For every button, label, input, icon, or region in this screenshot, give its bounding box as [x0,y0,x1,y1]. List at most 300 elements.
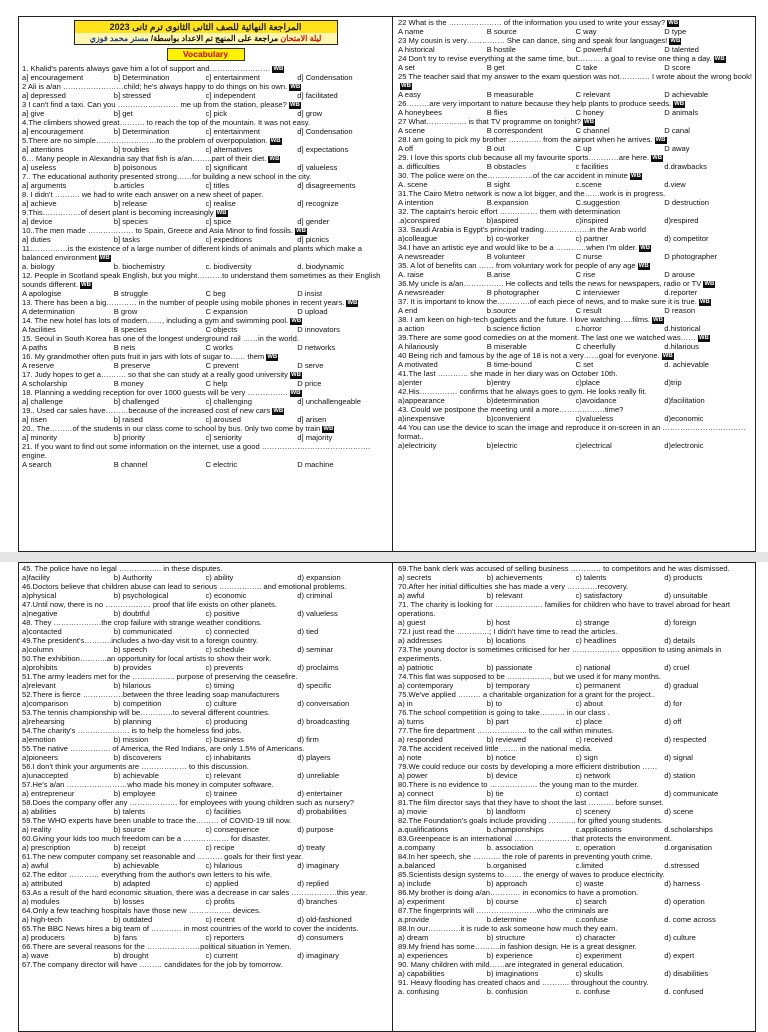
answer-option: c)electrical [575,441,612,450]
answer-option: b) structure [486,933,526,942]
answer-option: d) branches [297,897,338,906]
answer-option: c) search [575,897,607,906]
answer-option: c] challenging [205,397,252,406]
question-stem: 54.The charity's …………..……. is to help the homeless find jobs. [22,726,242,735]
question-stem: 66.There are several reasons for the …………………political situation in Yemen. [22,942,292,951]
answer-option: c] pick [205,109,228,118]
answer-option: b) part [486,717,509,726]
answer-option: c) character [575,933,616,942]
answer-option: b] tasks [113,235,140,244]
answer-options [398,126,753,135]
question-text [398,600,753,618]
answer-option: d) culture [664,933,696,942]
answer-option: d) foreign [664,618,697,627]
question-text [22,816,389,825]
answer-option: a.balanced [398,861,436,870]
answer-option: b] raised [113,415,143,424]
answer-option: c) business [205,735,244,744]
answer-option: d) details [664,636,696,645]
question-text [22,208,389,217]
answer-option: d) expert [664,951,695,960]
wb-badge: WB [584,119,595,125]
answer-options [22,289,389,298]
answer-option: c) profits [205,897,235,906]
question-text [22,226,389,235]
answer-option: b) course [486,897,519,906]
wb-badge: WB [270,138,281,144]
answer-options [22,645,389,654]
answer-options [22,735,389,744]
question-stem: 25 The teacher said that my answer to the exam question was not………… I wrote about the wrong book! [398,72,752,81]
question-text [22,271,389,289]
question-text [398,978,753,987]
answer-option: a)rehearsing [22,717,65,726]
question-text [398,744,753,753]
answer-option: b) drought [113,951,149,960]
answer-option: b.determine [486,915,527,924]
answer-option: C objects [205,325,238,334]
answer-options [398,843,753,852]
answer-option: a)physical [22,591,57,600]
question-text [22,564,389,573]
answer-options [398,717,753,726]
answer-option: d) probabilities [297,807,347,816]
answer-options [22,573,389,582]
answer-option: D achievable [664,90,709,99]
answer-option: A motivated [398,360,438,369]
answer-option: a)relevant [22,681,56,690]
answer-option: D price [297,379,322,388]
answer-option: a. biology [22,262,55,271]
answer-option: C nurse [575,252,603,261]
answer-option: c.horror [575,324,602,333]
answer-option: C.suggestion [575,198,620,207]
question-stem: 15. Seoul in South Korea has one of the longest underground rail ……in the world. [22,334,299,343]
answer-option: a)pioneers [22,753,58,762]
question-stem: 28.I am going to pick my brother …………. from the airport when he arrives. [398,135,653,144]
question-stem: 21. If you want to find out some information on the internet, use a good ……………………………………. engine. [22,442,371,460]
answer-option: c) reporters [205,933,245,942]
answer-option: D photographer [664,252,718,261]
answer-option: b) hilarious [113,681,151,690]
question-text [22,636,389,645]
question-text [22,316,389,325]
answer-options [398,324,753,333]
answer-option: c) applied [205,879,239,888]
answer-option: b) communicated [113,627,172,636]
answer-option: b) receipt [113,843,146,852]
answer-option: D score [664,63,691,72]
answer-option: d) communicate [664,789,719,798]
wb-badge: WB [290,84,301,90]
answer-option: c) network [575,771,611,780]
wb-badge: WB [670,38,681,44]
question-stem: 43. Could we postpone the meeting until a more………………time? [398,405,624,414]
question-stem: 59.The WHO experts have been unable to trace the……… of COVID-19 till now. [22,816,292,825]
answer-option: c)avoidance [575,396,617,405]
question-text [22,582,389,591]
question-text [22,190,389,199]
question-stem: 78.The accident received little ……. in the national media. [398,744,593,753]
answer-option: b) experience [486,951,533,960]
question-stem: 14. The new hotel has lots of modern……, including a gym and swimming pool. [22,316,289,325]
answer-option: c) current [205,951,238,960]
answer-option: a)negative [22,609,58,618]
answer-option: b] Determination [113,127,170,136]
question-stem: 46.Doctors believe that children abuse can lead to serious …………….. and emotional problems. [22,582,347,591]
answer-option: a) guest [398,618,426,627]
answer-option: a] useless [22,163,57,172]
answer-option: d] valueless [297,163,338,172]
answer-options [398,789,753,798]
question-stem: 61.The new computer company set reasonable and ………. goals for their first year. [22,852,304,861]
answer-options [22,915,389,924]
question-stem: 29. I love this sports club because all my favourite sports…………are here. [398,153,650,162]
question-text [398,816,753,825]
answer-option: d] recognize [297,199,339,208]
answer-option: d) disabilities [664,969,709,978]
answer-option: a)emotion [22,735,56,744]
answer-options [22,163,389,172]
worksheet-header [74,20,338,45]
answer-option: b.source [486,306,516,315]
answer-options [398,90,753,99]
answer-option: a] give [22,109,45,118]
answer-options [398,63,753,72]
question-text [22,600,389,609]
answer-option: A newsreader [398,252,445,261]
answer-option: B out [486,144,505,153]
answer-option: b) notice [486,753,516,762]
answer-option: B measurable [486,90,534,99]
question-text [398,582,753,591]
answer-option: a] device [22,217,53,226]
question-text [398,564,753,573]
wb-badge: WB [290,390,301,396]
answer-options [398,681,753,690]
answer-option: b) source [113,825,146,834]
answer-options [398,735,753,744]
answer-option: c facilities [575,162,609,171]
page1-right-column [395,17,756,551]
answer-option: B flies [486,108,508,117]
wb-badge: WB [674,101,685,107]
answer-option: C channel [575,126,610,135]
question-stem: 90. Many children with mild……are integrated in general education. [398,960,625,969]
answer-option: C result [575,306,602,315]
answer-option: d) imaginary [297,951,340,960]
wb-badge: WB [290,372,301,378]
question-stem: 32. The captain's heroic effort …………… them with determination [398,207,621,216]
answer-option: c.scene [575,180,602,189]
answer-option: b) employee [113,789,156,798]
answer-option: d] unchallengeable [297,397,362,406]
answer-option: c.applications [575,825,622,834]
answer-option: a)comparison [22,699,69,708]
answer-option: D type [664,27,687,36]
page2-left-column [19,563,393,1031]
answer-option: A scene [398,126,426,135]
answer-option: a. difficulties [398,162,440,171]
wb-badge: WB [295,228,306,234]
question-text [22,298,389,307]
answer-option: b] species [113,217,148,226]
answer-options [22,199,389,208]
answer-option: a) turns [398,717,424,726]
answer-option: d) unsuitable [664,591,708,600]
answer-option: b) discoverers [113,753,162,762]
question-stem: 56.I don't think your arguments are ……………… to this discussion. [22,762,249,771]
answer-option: d) respected [664,735,707,744]
answer-option: b] troubles [113,145,150,154]
answer-options [22,861,389,870]
answer-option: d.view [664,180,686,189]
answer-option: a) patriotic [398,663,434,672]
answer-option: d.historical [664,324,701,333]
answer-option: C works [205,343,233,352]
question-stem: 71. The charity is looking for ………………. families for children who have to travel abroad for heart operations. [398,600,731,618]
answer-option: c) recent [205,915,236,924]
question-text [398,333,753,342]
answer-option: D arouse [664,270,696,279]
answer-option: d) valueless [297,609,338,618]
question-stem: 53.The tennis championship will be………….to several different countries. [22,708,271,717]
question-text [398,36,753,45]
answer-options [398,663,753,672]
question-stem: 16. My grandmother often puts fruit in jars with lots of sugar to…… them [22,352,265,361]
question-stem: 40 Being rich and famous by the age of 18 is not a very……goal for everyone. [398,351,660,360]
answer-options [398,933,753,942]
answer-option: B sight [486,180,510,189]
question-stem: 18. Planning a wedding reception for over 1000 guests will be very ……………. [22,388,288,397]
answer-option: d) proclaims [297,663,339,672]
wb-badge: WB [267,354,278,360]
answer-option: b) passionate [486,663,533,672]
question-text [398,135,753,144]
question-stem: 50.The exhibition………..an opportunity for local artists to show their work. [22,654,272,663]
question-text [398,708,753,717]
answer-options [398,378,753,387]
answer-option: c) satisfactory [575,591,623,600]
answer-option: D serve [297,361,324,370]
answer-option: c) about [575,699,603,708]
answer-option: b) tie [486,789,504,798]
question-text [22,64,389,73]
question-stem: 31.The Cairo Metro network is now a lot bigger, and the……work is in progress. [398,189,666,198]
answer-option: B grow [113,307,138,316]
answer-options [22,109,389,118]
wb-badge: WB [638,263,649,269]
answer-option: b) approach [486,879,528,888]
answer-option: a] risen [22,415,47,424]
answer-option: d) firm [297,735,319,744]
question-text [22,100,389,109]
answer-option: b) provides [113,663,152,672]
question-text [22,672,389,681]
answer-option: d) seminar [297,645,334,654]
answer-option: b. biochemistry [113,262,165,271]
answer-option: b) relevant [486,591,523,600]
question-text [398,762,753,771]
answer-option: b) outdated [113,915,153,924]
answer-option: B species [113,325,147,334]
answer-option: a) capabilities [398,969,445,978]
question-stem: 6… Many people in Alexandria say that fish is a/an……..part of their diet. [22,154,267,163]
answer-option: c) economic [205,591,247,600]
question-text [398,672,753,681]
answer-option: C cheerfully [575,342,616,351]
answer-option: b) adapted [113,879,151,888]
answer-options [22,951,389,960]
answer-option: d) conversation [297,699,350,708]
question-stem: 49.The president's………..includes a two-day visit to a foreign country. [22,636,258,645]
answer-option: d) purpose [297,825,334,834]
question-text [398,189,753,198]
question-stem: 88.In our………….it is rude to ask someone how much they earn. [398,924,618,933]
question-text [398,906,753,915]
answer-option: c) skulls [575,969,603,978]
question-stem: 51.The army leaders met for the …………….. purpose of preserving the ceasefire. [22,672,298,681]
question-stem: 7.. The educational authority presented strong……for building a new school in the city. [22,172,312,181]
question-stem: 17. Judy hopes to get a………. so that she can study at a really good university [22,370,288,379]
wb-badge: WB [699,299,710,305]
answer-option: d] grow [297,109,323,118]
wb-badge: WB [662,353,673,359]
answer-option: b) achievements [486,573,543,582]
answer-option: C rise [575,270,596,279]
answer-option: C expansion [205,307,248,316]
answer-option: B time-bound [486,360,532,369]
answer-option: c) ability [205,573,234,582]
question-stem: 38. I am keen on high-tech gadgets and the future. I love watching…..films. [398,315,651,324]
header-title: المراجعة النهائية للصف الثانى الثانوى ترم ثانى 2023 [75,21,337,33]
question-text [398,960,753,969]
answer-option: a) secrets [398,573,432,582]
answer-options [398,861,753,870]
answer-option: b) device [486,771,518,780]
answer-option: D insist [297,289,323,298]
answer-option: d)respired [664,216,699,225]
answer-option: c)place [575,378,600,387]
answer-option: a) high-tech [22,915,63,924]
answer-options [398,414,753,423]
answer-option: c) headlines [575,636,617,645]
answer-option: b) achievable [113,861,159,870]
question-text [22,370,389,379]
answer-option: d.organisation [664,843,712,852]
answer-option: A apologise [22,289,62,298]
answer-option: b] Determination [113,73,170,82]
answer-option: A scholarship [22,379,68,388]
answer-option: d. come across [664,915,716,924]
question-stem: 37. It is important to know the………….of each piece of news, and to make sure it is true. [398,297,697,306]
answer-option: a] depressed [22,91,66,100]
answer-options [398,234,753,243]
answer-option: a)enter [398,378,423,387]
question-stem: 44 You can use the device to scan the image and reproduce it on-screen in an …………………………… format.. [398,423,746,441]
answer-option: a)appearance [398,396,445,405]
answer-option: d) imaginary [297,861,340,870]
answer-option: c) recipe [205,843,235,852]
answer-option: a.qualifications [398,825,449,834]
question-text [22,690,389,699]
answer-option: A search [22,460,52,469]
answer-option: b) reviewed [486,735,527,744]
question-stem: 22 What is the ………………… of the information you used to write your essay? [398,18,666,27]
question-text [398,315,753,324]
answer-options [398,180,753,189]
question-text [398,369,753,378]
answer-option: d) replied [297,879,329,888]
answer-option: d.drawbacks [664,162,707,171]
question-stem: 42.His…………… confirms that he always goes to gym. He looks really fit. [398,387,647,396]
answer-options [22,753,389,762]
question-stem: 57.He's a/an ……………………who made his money in computer software. [22,780,274,789]
question-stem: 73.The young doctor is sometimes criticised for her ………………. opposition to using animals in experiments. [398,645,722,663]
wb-badge: WB [99,255,110,261]
answer-option: c.limited [575,861,604,870]
question-stem: 26………are very important to nature because they help plants to produce seeds. [398,99,672,108]
answer-options [22,897,389,906]
answer-option: c) timing [205,681,235,690]
question-stem: 12. People in Scotland speak English, but you might……….to understand them sometimes as their English sounds different. [22,271,381,289]
answer-option: D networks [297,343,336,352]
question-stem: 20.. The………of the students in our class come to school by bus. 0nly two come by train [22,424,321,433]
answer-option: d) operation [664,897,705,906]
question-stem: 62.The editor ………… everything from the author's own letters to his wife. [22,870,273,879]
answer-option: B hostile [486,45,516,54]
answer-options [22,235,389,244]
answer-options [398,441,753,450]
answer-option: c] aroused [205,415,241,424]
question-text [22,352,389,361]
answer-option: D upload [297,307,328,316]
answer-option: .a)conspired [398,216,440,225]
question-list [398,564,753,996]
wb-badge: WB [698,335,709,341]
answer-option: c] seniority [205,433,242,442]
question-text [22,942,389,951]
answer-option: c.confuse [575,915,609,924]
answer-option: d.hilarious [664,342,699,351]
answer-option: a)contacted [22,627,62,636]
question-text [398,423,753,441]
answer-options [22,379,389,388]
answer-option: d)facilitation [664,396,705,405]
answer-option: b) to [486,699,502,708]
question-text [398,225,753,234]
answer-option: d] facilitated [297,91,338,100]
answer-option: b) imaginations [486,969,539,978]
answer-option: c) producing [205,717,248,726]
question-stem: 10..The men made ……………… to Spain, Greece and Asia Minor to find fossils. [22,226,293,235]
answer-option: c] entertainment [205,73,260,82]
question-stem: 77.The fire department ……………….. to the call within minutes. [398,726,614,735]
question-text [22,334,389,343]
answer-options [398,45,753,54]
answer-options [22,627,389,636]
answer-option: b) fans [113,933,137,942]
answer-options [22,127,389,136]
question-stem: 74.This flat was supposed to be …………….., but we used it for many months. [398,672,661,681]
question-stem: 80.There is no evidence to ………………. the young man to the murder. [398,780,639,789]
question-text [398,261,753,270]
question-text [22,244,389,262]
answer-options [22,460,389,469]
question-text [22,172,389,181]
answer-option: a)unaccepted [22,771,69,780]
answer-options [398,252,753,261]
